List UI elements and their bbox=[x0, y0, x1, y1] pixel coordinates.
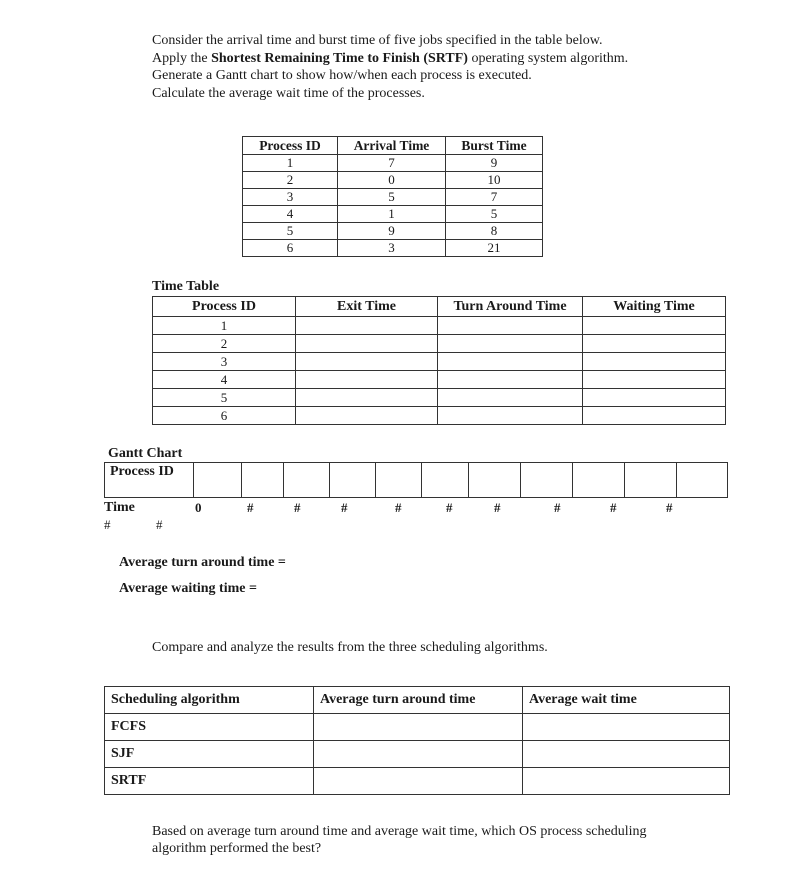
table-row bbox=[243, 155, 543, 172]
gantt-slot[interactable] bbox=[677, 463, 728, 498]
avg-wait-input[interactable] bbox=[523, 714, 730, 741]
waiting-input[interactable] bbox=[583, 335, 726, 353]
instruction-line-2-post: operating system algorithm. bbox=[467, 50, 629, 66]
cell-process-id: 4 bbox=[243, 206, 338, 223]
turnaround-input[interactable] bbox=[438, 353, 583, 371]
time-tick-zero: 0 bbox=[195, 500, 202, 515]
header-turnaround-time: Turn Around Time bbox=[438, 297, 583, 317]
gantt-slot[interactable] bbox=[242, 463, 284, 498]
cell-arrival: 5 bbox=[338, 189, 446, 206]
time-tick: # bbox=[294, 500, 301, 515]
table-row bbox=[105, 741, 730, 768]
time-tick: # bbox=[395, 500, 402, 515]
time-tick: # bbox=[247, 500, 254, 515]
header-process-id: Process ID bbox=[243, 137, 338, 155]
table-row bbox=[153, 407, 726, 425]
compare-instruction: Compare and analyze the results from the three scheduling algorithms. bbox=[152, 640, 548, 655]
cell-arrival: 9 bbox=[338, 223, 446, 240]
cell-process-id: 6 bbox=[153, 407, 296, 425]
table-row bbox=[243, 223, 543, 240]
cell-burst: 5 bbox=[446, 206, 543, 223]
header-arrival-time: Arrival Time bbox=[338, 137, 446, 155]
cell-process-id: 2 bbox=[243, 172, 338, 189]
turnaround-input[interactable] bbox=[438, 389, 583, 407]
exit-time-input[interactable] bbox=[296, 317, 438, 335]
time-tick: # bbox=[666, 500, 673, 515]
gantt-slot[interactable] bbox=[194, 463, 242, 498]
srtf-emphasis: Shortest Remaining Time to Finish (SRTF) bbox=[211, 50, 468, 66]
cell-process-id: 5 bbox=[243, 223, 338, 240]
time-tick: # bbox=[610, 500, 617, 515]
avg-wait-input[interactable] bbox=[523, 768, 730, 795]
algorithm-name: FCFS bbox=[105, 714, 314, 741]
gantt-slot[interactable] bbox=[422, 463, 469, 498]
time-tick: # bbox=[341, 500, 348, 515]
cell-process-id: 1 bbox=[243, 155, 338, 172]
table-row bbox=[153, 389, 726, 407]
turnaround-input[interactable] bbox=[438, 371, 583, 389]
exit-time-input[interactable] bbox=[296, 371, 438, 389]
cell-process-id: 4 bbox=[153, 371, 296, 389]
waiting-input[interactable] bbox=[583, 389, 726, 407]
time-tick: # bbox=[446, 500, 453, 515]
exit-time-input[interactable] bbox=[296, 389, 438, 407]
waiting-input[interactable] bbox=[583, 317, 726, 335]
instruction-line-2 bbox=[152, 50, 628, 68]
cell-process-id: 6 bbox=[243, 240, 338, 257]
instructions bbox=[152, 32, 628, 102]
gantt-slot[interactable] bbox=[284, 463, 330, 498]
comparison-header bbox=[105, 687, 730, 714]
avg-wait-input[interactable] bbox=[523, 741, 730, 768]
time-tick: # bbox=[494, 500, 501, 515]
exit-time-input[interactable] bbox=[296, 353, 438, 371]
avg-turnaround-input[interactable] bbox=[314, 741, 523, 768]
cell-burst: 21 bbox=[446, 240, 543, 257]
gantt-slot[interactable] bbox=[330, 463, 376, 498]
turnaround-input[interactable] bbox=[438, 407, 583, 425]
gantt-time-label: Time bbox=[104, 500, 135, 515]
gantt-slot[interactable] bbox=[376, 463, 422, 498]
table-row bbox=[153, 335, 726, 353]
gantt-row-label: Process ID bbox=[105, 463, 194, 498]
cell-burst: 8 bbox=[446, 223, 543, 240]
avg-turnaround-input[interactable] bbox=[314, 714, 523, 741]
comparison-table bbox=[104, 686, 730, 795]
gantt-chart-title: Gantt Chart bbox=[108, 446, 183, 461]
average-waiting-label: Average waiting time = bbox=[119, 581, 257, 596]
avg-turnaround-input[interactable] bbox=[314, 768, 523, 795]
time-table-title: Time Table bbox=[152, 279, 220, 294]
instruction-line-3: Generate a Gantt chart to show how/when each process is executed. bbox=[152, 68, 532, 83]
table-row bbox=[153, 371, 726, 389]
cell-arrival: 7 bbox=[338, 155, 446, 172]
exit-time-input[interactable] bbox=[296, 335, 438, 353]
table-row bbox=[153, 353, 726, 371]
turnaround-input[interactable] bbox=[438, 335, 583, 353]
table-row bbox=[243, 172, 543, 189]
cell-process-id: 3 bbox=[153, 353, 296, 371]
time-table bbox=[152, 296, 726, 425]
instruction-line-4: Calculate the average wait time of the processes. bbox=[152, 85, 425, 101]
job-table bbox=[242, 136, 543, 257]
table-row bbox=[243, 240, 543, 257]
waiting-input[interactable] bbox=[583, 353, 726, 371]
cell-burst: 10 bbox=[446, 172, 543, 189]
time-tick: # bbox=[554, 500, 561, 515]
gantt-slot[interactable] bbox=[573, 463, 625, 498]
table-row bbox=[243, 189, 543, 206]
gantt-slot[interactable] bbox=[625, 463, 677, 498]
header-avg-turnaround: Average turn around time bbox=[314, 687, 523, 714]
cell-arrival: 3 bbox=[338, 240, 446, 257]
cell-arrival: 1 bbox=[338, 206, 446, 223]
time-tick: # bbox=[104, 517, 111, 532]
average-turnaround-label: Average turn around time = bbox=[119, 555, 286, 570]
turnaround-input[interactable] bbox=[438, 317, 583, 335]
cell-arrival: 0 bbox=[338, 172, 446, 189]
cell-burst: 9 bbox=[446, 155, 543, 172]
table-row bbox=[105, 714, 730, 741]
table-row bbox=[243, 206, 543, 223]
waiting-input[interactable] bbox=[583, 371, 726, 389]
cell-process-id: 3 bbox=[243, 189, 338, 206]
time-tick: # bbox=[156, 517, 163, 532]
job-table-header bbox=[243, 137, 543, 155]
gantt-chart bbox=[104, 462, 728, 498]
table-row bbox=[153, 317, 726, 335]
header-avg-wait: Average wait time bbox=[523, 687, 730, 714]
algorithm-name: SRTF bbox=[105, 768, 314, 795]
cell-process-id: 1 bbox=[153, 317, 296, 335]
time-table-header bbox=[153, 297, 726, 317]
header-exit-time: Exit Time bbox=[296, 297, 438, 317]
gantt-slot[interactable] bbox=[521, 463, 573, 498]
final-question: Based on average turn around time and average wait time, which OS process scheduling algorithm performed the best? bbox=[152, 824, 647, 856]
instruction-line-2-pre: Apply the bbox=[152, 50, 212, 66]
exit-time-input[interactable] bbox=[296, 407, 438, 425]
header-burst-time: Burst Time bbox=[446, 137, 543, 155]
gantt-row bbox=[105, 463, 728, 498]
gantt-slot[interactable] bbox=[469, 463, 521, 498]
header-scheduling-algorithm: Scheduling algorithm bbox=[105, 687, 314, 714]
header-process-id: Process ID bbox=[153, 297, 296, 317]
table-row bbox=[105, 768, 730, 795]
cell-process-id: 5 bbox=[153, 389, 296, 407]
algorithm-name: SJF bbox=[105, 741, 314, 768]
cell-burst: 7 bbox=[446, 189, 543, 206]
header-waiting-time: Waiting Time bbox=[583, 297, 726, 317]
cell-process-id: 2 bbox=[153, 335, 296, 353]
waiting-input[interactable] bbox=[583, 407, 726, 425]
instruction-line-1: Consider the arrival time and burst time of five jobs specified in the table below. bbox=[152, 33, 603, 48]
